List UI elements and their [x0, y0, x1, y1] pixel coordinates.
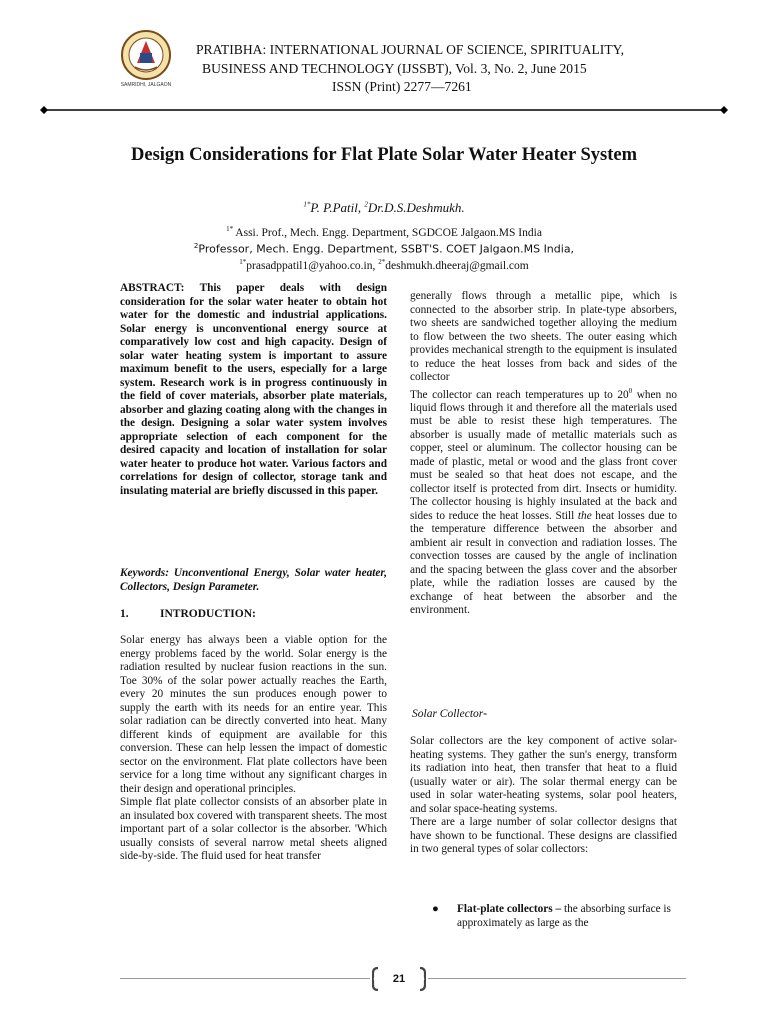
- journal-logo: [115, 27, 177, 89]
- bullet-dot-icon: ●: [432, 903, 439, 915]
- affiliation-1: [84, 225, 684, 239]
- abstract-text: ABSTRACT: This paper deals with design consideration for the solar water heater to obtain hot water for the domestic and industrial applications. Solar energy is unconventional energy source at comparatively low cost and high capacity. Design of solar water heating system is important to assure maximum benefit to the users, especially for a large system. Research work is in progress continuously in the field of cover materials, absorber plate materials, absorber and glazing coating along with the changes in the design. Designing a solar water system involves appropriate selection of each component for the desired capacity and location of installation for solar water heater to produce hot water. Various factors and correlations for design of collector, storage tank and insulating material are briefly discussed in this paper.: [120, 282, 387, 497]
- footer-rule-left: [120, 978, 370, 979]
- right-paragraph-2-part-b: when no liquid flows through it and therefore all the materials used must be able to resist these high temperatures. The absorber is usually made of metallic materials such as copper, steel or aluminum. The collector housing can be made of plastic, metal or wood and the glass front cover must be sealed so that heat does not escape, and the collector itself is protected from dirt. Insects or humidity. The collector housing is highly insulated at the back and sides to reduce the heat losses. Still: [410, 388, 677, 522]
- right-column-bottom: [410, 735, 677, 857]
- bullet-text: the absorbing surface is approximately as large as the: [457, 903, 671, 929]
- author2: Dr.D.S.Deshmukh.: [367, 200, 465, 215]
- bullet-term: Flat-plate collectors –: [457, 903, 562, 915]
- author-emails: [84, 258, 684, 272]
- right-paragraph-1: generally flows through a metallic pipe, which is connected to the absorber strip. In plate-type absorbers, two sheets are sandwiched together alloying the medium to flow between the two sheets. The outer easing which provides mechanical strength to the equipment is insulated to reduce the heat losses from back and sides of the collector: [410, 290, 677, 383]
- solar-collector-heading: [412, 708, 487, 720]
- affiliation-2-text: Professor, Mech. Engg. Department, SSBT'S. COET Jalgaon.MS India,: [198, 242, 575, 256]
- affiliation-1-marker: 1*: [226, 225, 234, 233]
- keywords: [120, 567, 387, 594]
- introduction-body: [120, 634, 387, 864]
- right-paragraph-4: There are a large number of solar collector designs that have shown to be functional. These designs are classified in two general types of solar collectors:: [410, 816, 677, 855]
- footer-rule-right: [428, 978, 686, 979]
- right-paragraph-2-emphasis: the: [577, 509, 592, 522]
- svg-text:SAMRIDHI, JALGAON: SAMRIDHI, JALGAON: [120, 82, 172, 88]
- page-number: [372, 966, 426, 992]
- journal-issn: ISSN (Print) 2277—7261: [332, 79, 472, 94]
- paper-title: Design Considerations for Flat Plate Solar Water Heater System: [131, 145, 637, 165]
- author1-marker: 1*: [303, 200, 311, 209]
- degree-superscript: 0: [628, 386, 633, 395]
- affiliation-2: [84, 242, 684, 256]
- author1: P. P.Patil,: [310, 200, 365, 215]
- header-divider: [40, 104, 728, 116]
- journal-name-line2: BUSINESS AND TECHNOLOGY (IJSSBT), Vol. 3, No. 2, June 2015: [202, 61, 587, 76]
- author2-marker: 2: [364, 200, 368, 209]
- section-number: 1.: [120, 608, 129, 620]
- keywords-label: Keywords:: [120, 567, 169, 579]
- right-paragraph-2-part-a: The collector can reach temperatures up to 20: [410, 388, 629, 401]
- right-paragraph-2: [410, 385, 677, 618]
- journal-name-line1: PRATIBHA: INTERNATIONAL JOURNAL OF SCIENCE, SPIRITUALITY,: [196, 42, 625, 57]
- email-link-1[interactable]: prasadppatil1@yahoo.co.in,: [246, 259, 379, 272]
- email2-marker: 2*: [378, 258, 386, 266]
- keywords-text: Unconventional Energy, Solar water heater, Collectors, Design Parameter.: [120, 567, 387, 593]
- intro-paragraph-2: Simple flat plate collector consists of an absorber plate in an insulated box covered with transparent sheets. The most important part of a solar collector is the absorber. 'Which usually consists of several narrow metal sheets aligned side-by-side. The fluid used for heat transfer: [120, 796, 387, 862]
- right-paragraph-3: Solar collectors are the key component of active solar-heating systems. They gather the sun's energy, transform its radiation into heat, then transfer that heat to a fluid (usually water or air). The solar thermal energy can be used in solar water-heating systems, solar pool heaters, and solar space-heating systems.: [410, 735, 677, 815]
- section-heading-introduction: [120, 608, 256, 620]
- page-number-text: 21: [392, 973, 406, 985]
- affiliation-2-marker: 2: [193, 242, 199, 250]
- right-paragraph-2-part-c: heat losses due to the temperature difference between the absorber and ambient air result in convection and radiation losses. The convection tosses are caused by the angle of inclination and the spacing between the glass cover and the absorber plate, while the radiation losses are caused by the exchange of heat between the absorber and the environment.: [410, 509, 677, 617]
- email-link-2[interactable]: deshmukh.dheeraj@gmail.com: [385, 259, 529, 272]
- paper-authors: [84, 200, 684, 216]
- abstract: [120, 282, 387, 498]
- right-column-top: [410, 290, 677, 618]
- affiliation-1-text: Assi. Prof., Mech. Engg. Department, SGDCOE Jalgaon.MS India: [233, 226, 542, 239]
- solar-collector-heading-text: Solar Collector: [412, 708, 484, 720]
- email1-marker: 1*: [239, 258, 247, 266]
- section-title: INTRODUCTION:: [160, 608, 256, 620]
- solar-collector-heading-dash: -: [483, 708, 488, 720]
- intro-paragraph-1: Solar energy has always been a viable option for the energy problems faced by the world. Solar energy is the radiation resulted by nuclear fusion reactions in the sun. Toe 30% of the solar power actually reaches the Earth, every 20 minutes the sun produces enough power to supply the earth with its needs for an entire year. This solar radiation can be directly converted into heat. Many different kinds of equipment are available for this conversion. These can help lessen the impact of domestic sector on the environment. Flat plate collectors have been service for a long time without any significant charges in their design and operational principles.: [120, 634, 387, 795]
